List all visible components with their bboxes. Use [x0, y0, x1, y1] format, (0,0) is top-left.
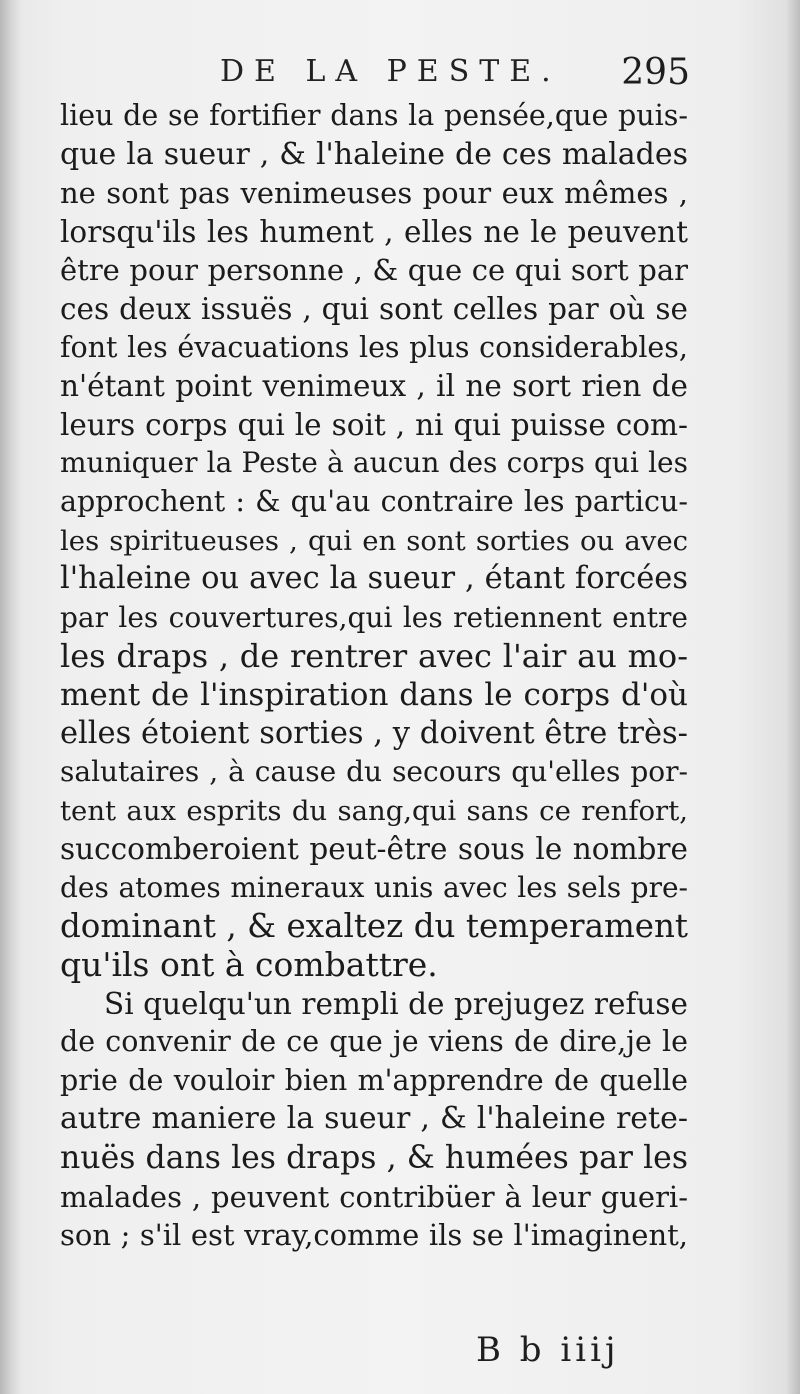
text-line: que la sueur , & l'haleine de ces malades: [60, 136, 688, 172]
text-line: leurs corps qui le soit , ni qui puisse com-: [60, 407, 688, 442]
page-edge-shadow: [786, 0, 800, 1394]
text-line: l'haleine ou avec la sueur , étant forcées: [60, 561, 688, 597]
page-number: 295: [621, 52, 690, 93]
body-text: [60, 97, 688, 1255]
text-line: son ; s'il est vray,comme ils se l'imaginent,: [60, 1218, 688, 1253]
text-line: les spiritueuses , qui en sont sorties ou avec: [60, 524, 688, 557]
text-line: de convenir de ce que je viens de dire,je le: [60, 1025, 688, 1059]
text-line: elles étoient sorties , y doivent être très-: [60, 715, 688, 751]
text-line: lieu de se fortifier dans la pensée,que puis-: [60, 99, 688, 132]
text-line: prie de vouloir bien m'apprendre de quelle: [60, 1063, 688, 1097]
text-line: muniquer la Peste à aucun des corps qui les: [60, 446, 688, 480]
text-line: ces deux issuës , qui sont celles par où se: [60, 291, 688, 326]
paragraph-start-line: Si quelqu'un rempli de prejugez refuse: [104, 986, 688, 1021]
paragraph-end-line: qu'ils ont à combattre.: [60, 945, 438, 985]
text-line: autre maniere la sueur , & l'haleine rete-: [60, 1101, 688, 1137]
text-line: par les couvertures,qui les retiennent entre: [60, 600, 688, 634]
text-line: être pour personne , & que ce qui sort par: [60, 253, 688, 288]
signature-mark: B b iiij: [476, 1330, 620, 1370]
text-line: dominant , & exaltez du temperament: [60, 907, 688, 946]
text-line: salutaires , à cause du secours qu'elles por-: [60, 755, 688, 789]
text-line: nuës dans les draps , & humées par les: [60, 1140, 688, 1177]
running-head: [60, 52, 690, 96]
text-line: malades , peuvent contribüer à leur gueri-: [60, 1179, 688, 1214]
text-line: approchent : & qu'au contraire les particu-: [60, 484, 688, 518]
text-line: ment de l'inspiration dans le corps d'où: [60, 676, 688, 713]
text-line: succomberoient peut-être sous le nombre: [60, 832, 688, 867]
running-title: DE LA PESTE.: [220, 54, 561, 89]
text-line: n'étant point venimeux , il ne sort rien de: [60, 369, 688, 404]
text-line: tent aux esprits du sang,qui sans ce renfort,: [60, 794, 688, 827]
gutter-shadow: [0, 0, 22, 1394]
text-line: lorsqu'ils les hument , elles ne le peuvent: [60, 214, 688, 249]
text-line: ne sont pas venimeuses pour eux mêmes ,: [60, 176, 688, 211]
text-line: font les évacuations les plus considerables,: [60, 330, 688, 364]
text-line: des atomes mineraux unis avec les sels pre-: [60, 870, 688, 904]
text-line: les draps , de rentrer avec l'air au mo-: [60, 637, 688, 676]
